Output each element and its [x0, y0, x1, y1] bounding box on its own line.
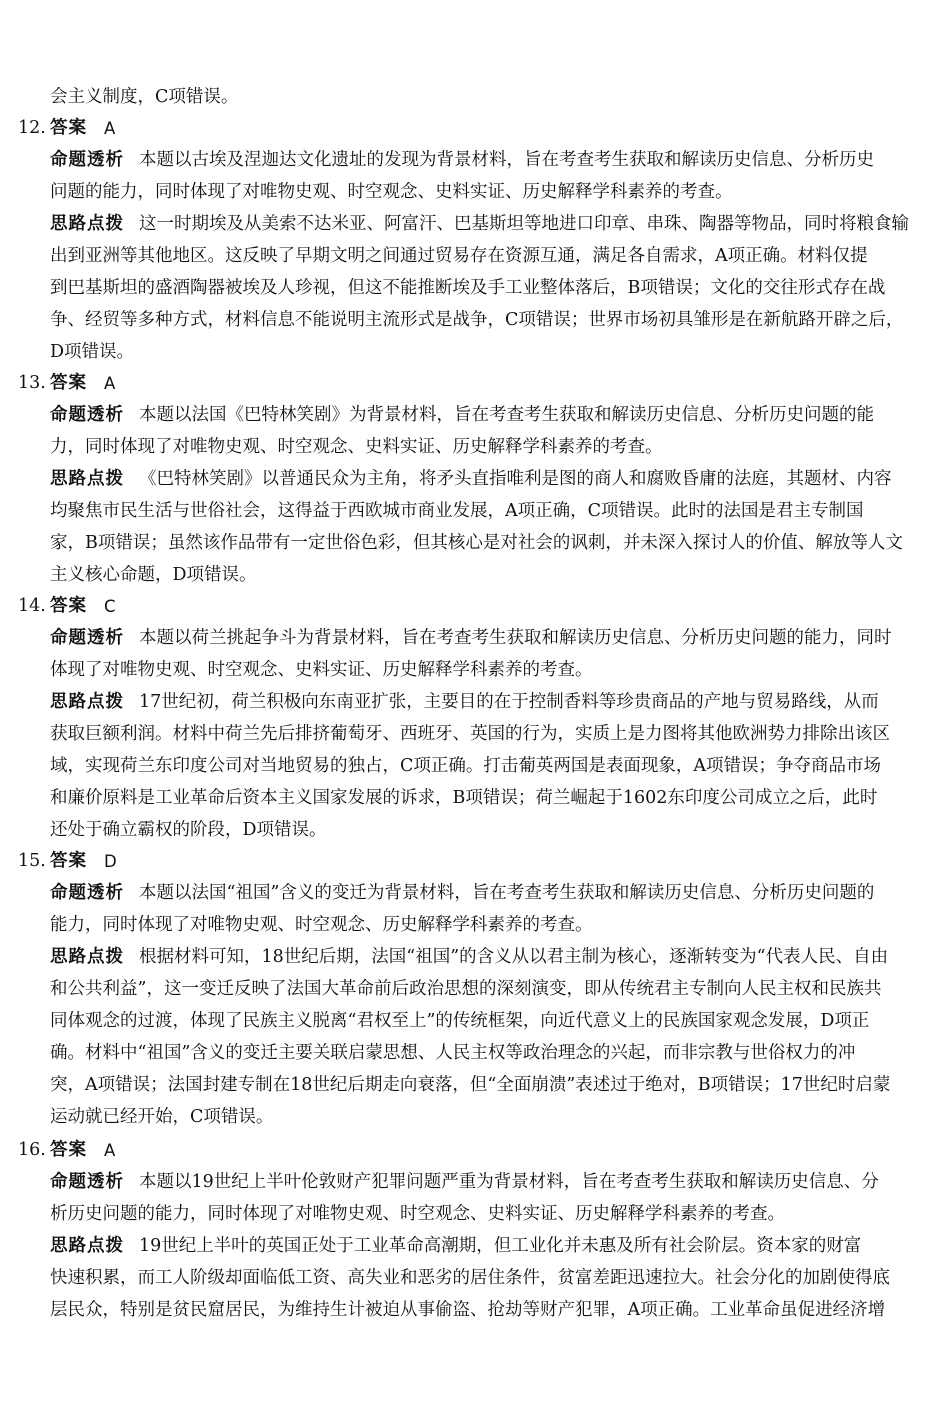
hint-line [0, 1005, 950, 1038]
analysis-text: 本题以荷兰挑起争斗为背景材料，旨在考查考生获取和解读历史信息、分析历史问题的能力，同时 [139, 628, 892, 648]
hint-line [0, 1294, 950, 1327]
hint-text: 快速积累，而工人阶级却面临低工资、高失业和恶劣的居住条件，贫富差距迅速拉大。社会分化的加剧使得底 [50, 1268, 890, 1288]
hint-line [0, 686, 950, 719]
hint-text: 争、经贸等多种方式，材料信息不能说明主流形式是战争，C项错误；世界市场初具雏形是在新航路开辟之后， [50, 310, 904, 330]
analysis-text: 析历史问题的能力，同时体现了对唯物史观、时空观念、史料实证、历史解释学科素养的考查。 [50, 1204, 785, 1224]
hint-text: 到巴基斯坦的盛酒陶器被埃及人珍视，但这不能推断埃及手工业整体落后，B项错误；文化的交往形式存在战 [50, 278, 886, 298]
hint-line [0, 495, 950, 528]
hint-line [0, 973, 950, 1006]
hint-line [0, 240, 950, 273]
hint-line [0, 1262, 950, 1295]
answer-choice: D [104, 852, 117, 871]
hint-text: 域，实现荷兰东印度公司对当地贸易的独占，C项正确。打击葡英两国是表面现象，A项错误；争夺商品市场 [50, 756, 882, 776]
hint-label: 思路点拨 [50, 692, 124, 712]
question-number: 14. [18, 596, 46, 616]
analysis-label: 命题透析 [50, 150, 124, 170]
hint-text: 《巴特林笑剧》以普通民众为主角，将矛头直指唯利是图的商人和腐败昏庸的法庭，其题材、内容 [139, 469, 892, 489]
analysis-label: 命题透析 [50, 883, 124, 903]
analysis-line [0, 176, 950, 209]
hint-line [0, 463, 950, 496]
analysis-line [0, 654, 950, 687]
hint-line [0, 272, 950, 305]
answer-label: 答案 [50, 1140, 87, 1160]
hint-label: 思路点拨 [50, 947, 124, 967]
question-number: 12. [18, 118, 46, 138]
question-number: 15. [18, 851, 46, 871]
hint-text: 层民众，特别是贫民窟居民，为维持生计被迫从事偷盗、抢劫等财产犯罪，A项正确。工业革命虽促进经济增 [50, 1300, 886, 1320]
analysis-text: 体现了对唯物史观、时空观念、史料实证、历史解释学科素养的考查。 [50, 660, 593, 680]
analysis-text: 能力，同时体现了对唯物史观、时空观念、历史解释学科素养的考查。 [50, 915, 593, 935]
question-12-answer-row [0, 112, 950, 145]
question-16-answer-row [0, 1134, 950, 1167]
analysis-line [0, 622, 950, 655]
analysis-line [0, 909, 950, 942]
answer-label: 答案 [50, 596, 87, 616]
analysis-line [0, 144, 950, 177]
hint-line [0, 814, 950, 847]
hint-text: 家，B项错误；虽然该作品带有一定世俗色彩，但其核心是对社会的讽刺，并未深入探讨人的价值、解放等人文 [50, 533, 903, 553]
answer-label: 答案 [50, 118, 87, 138]
hint-line [0, 336, 950, 369]
hint-text: 和公共利益”，这一变迁反映了法国大革命前后政治思想的深刻演变，即从传统君主专制向人民主权和民族共 [50, 979, 882, 999]
analysis-text: 力，同时体现了对唯物史观、时空观念、史料实证、历史解释学科素养的考查。 [50, 437, 663, 457]
analysis-text: 本题以法国《巴特林笑剧》为背景材料，旨在考查考生获取和解读历史信息、分析历史问题的能 [139, 405, 874, 425]
answer-label: 答案 [50, 851, 87, 871]
body-text: 会主义制度，C项错误。 [50, 87, 239, 107]
analysis-line [0, 431, 950, 464]
answer-label: 答案 [50, 373, 87, 393]
hint-label: 思路点拨 [50, 1236, 124, 1256]
analysis-label: 命题透析 [50, 628, 124, 648]
question-14-answer-row [0, 590, 950, 623]
question-15-answer-row [0, 845, 950, 878]
hint-label: 思路点拨 [50, 214, 124, 234]
analysis-text: 本题以古埃及涅迦达文化遗址的发现为背景材料，旨在考查考生获取和解读历史信息、分析历史 [139, 150, 874, 170]
answer-choice: A [104, 374, 116, 393]
analysis-text: 本题以19世纪上半叶伦敦财产犯罪问题严重为背景材料，旨在考查考生获取和解读历史信息、分 [139, 1172, 879, 1192]
hint-text: 还处于确立霸权的阶段，D项错误。 [50, 820, 327, 840]
analysis-label: 命题透析 [50, 405, 124, 425]
answer-choice: C [104, 597, 116, 616]
hint-text: 和廉价原料是工业革命后资本主义国家发展的诉求，B项错误；荷兰崛起于1602东印度公司成立之后，此时 [50, 788, 878, 808]
hint-text: 根据材料可知，18世纪后期，法国“祖国”的含义从以君主制为核心，逐渐转变为“代表人民、自由 [139, 947, 889, 967]
hint-line [0, 782, 950, 815]
hint-line [0, 304, 950, 337]
analysis-line [0, 1198, 950, 1231]
hint-line [0, 559, 950, 592]
question-13-answer-row [0, 367, 950, 400]
hint-text: 19世纪上半叶的英国正处于工业革命高潮期，但工业化并未惠及所有社会阶层。资本家的财富 [139, 1236, 862, 1256]
hint-text: D项错误。 [50, 342, 135, 362]
hint-line [0, 1230, 950, 1263]
analysis-text: 本题以法国“祖国”含义的变迁为背景材料，旨在考查考生获取和解读历史信息、分析历史问题的 [139, 883, 875, 903]
hint-line [0, 1037, 950, 1070]
hint-text: 运动就已经开始，C项错误。 [50, 1107, 274, 1127]
answer-choice: A [104, 1141, 116, 1160]
hint-text: 主义核心命题，D项错误。 [50, 565, 257, 585]
hint-line [0, 527, 950, 560]
hint-line [0, 1101, 950, 1134]
question-number: 13. [18, 373, 46, 393]
hint-text: 均聚焦市民生活与世俗社会，这得益于西欧城市商业发展，A项正确，C项错误。此时的法国是君主专制国 [50, 501, 864, 521]
hint-text: 出到亚洲等其他地区。这反映了早期文明之间通过贸易存在资源互通，满足各自需求，A项正确。材料仅提 [50, 246, 868, 266]
analysis-line [0, 877, 950, 910]
hint-line [0, 208, 950, 241]
hint-label: 思路点拨 [50, 469, 124, 489]
hint-text: 获取巨额利润。材料中荷兰先后排挤葡萄牙、西班牙、英国的行为，实质上是力图将其他欧洲势力排除出该区 [50, 724, 890, 744]
hint-line [0, 750, 950, 783]
question-number: 16. [18, 1140, 46, 1160]
continuation-line [0, 81, 950, 114]
hint-text: 这一时期埃及从美索不达米亚、阿富汗、巴基斯坦等地进口印章、串珠、陶器等物品，同时将粮食输 [139, 214, 909, 234]
analysis-text: 问题的能力，同时体现了对唯物史观、时空观念、史料实证、历史解释学科素养的考查。 [50, 182, 733, 202]
hint-text: 17世纪初，荷兰积极向东南亚扩张，主要目的在于控制香料等珍贵商品的产地与贸易路线，从而 [139, 692, 879, 712]
answer-choice: A [104, 119, 116, 138]
analysis-line [0, 399, 950, 432]
hint-line [0, 941, 950, 974]
hint-text: 突，A项错误；法国封建专制在18世纪后期走向衰落，但“全面崩溃”表述过于绝对，B项错误；17世纪时启蒙 [50, 1075, 891, 1095]
hint-text: 确。材料中“祖国”含义的变迁主要关联启蒙思想、人民主权等政治理念的兴起，而非宗教与世俗权力的冲 [50, 1043, 856, 1063]
analysis-line [0, 1166, 950, 1199]
hint-line [0, 1069, 950, 1102]
hint-line [0, 718, 950, 751]
hint-text: 同体观念的过渡，体现了民族主义脱离“君权至上”的传统框架，向近代意义上的民族国家观念发展，D项正 [50, 1011, 870, 1031]
analysis-label: 命题透析 [50, 1172, 124, 1192]
